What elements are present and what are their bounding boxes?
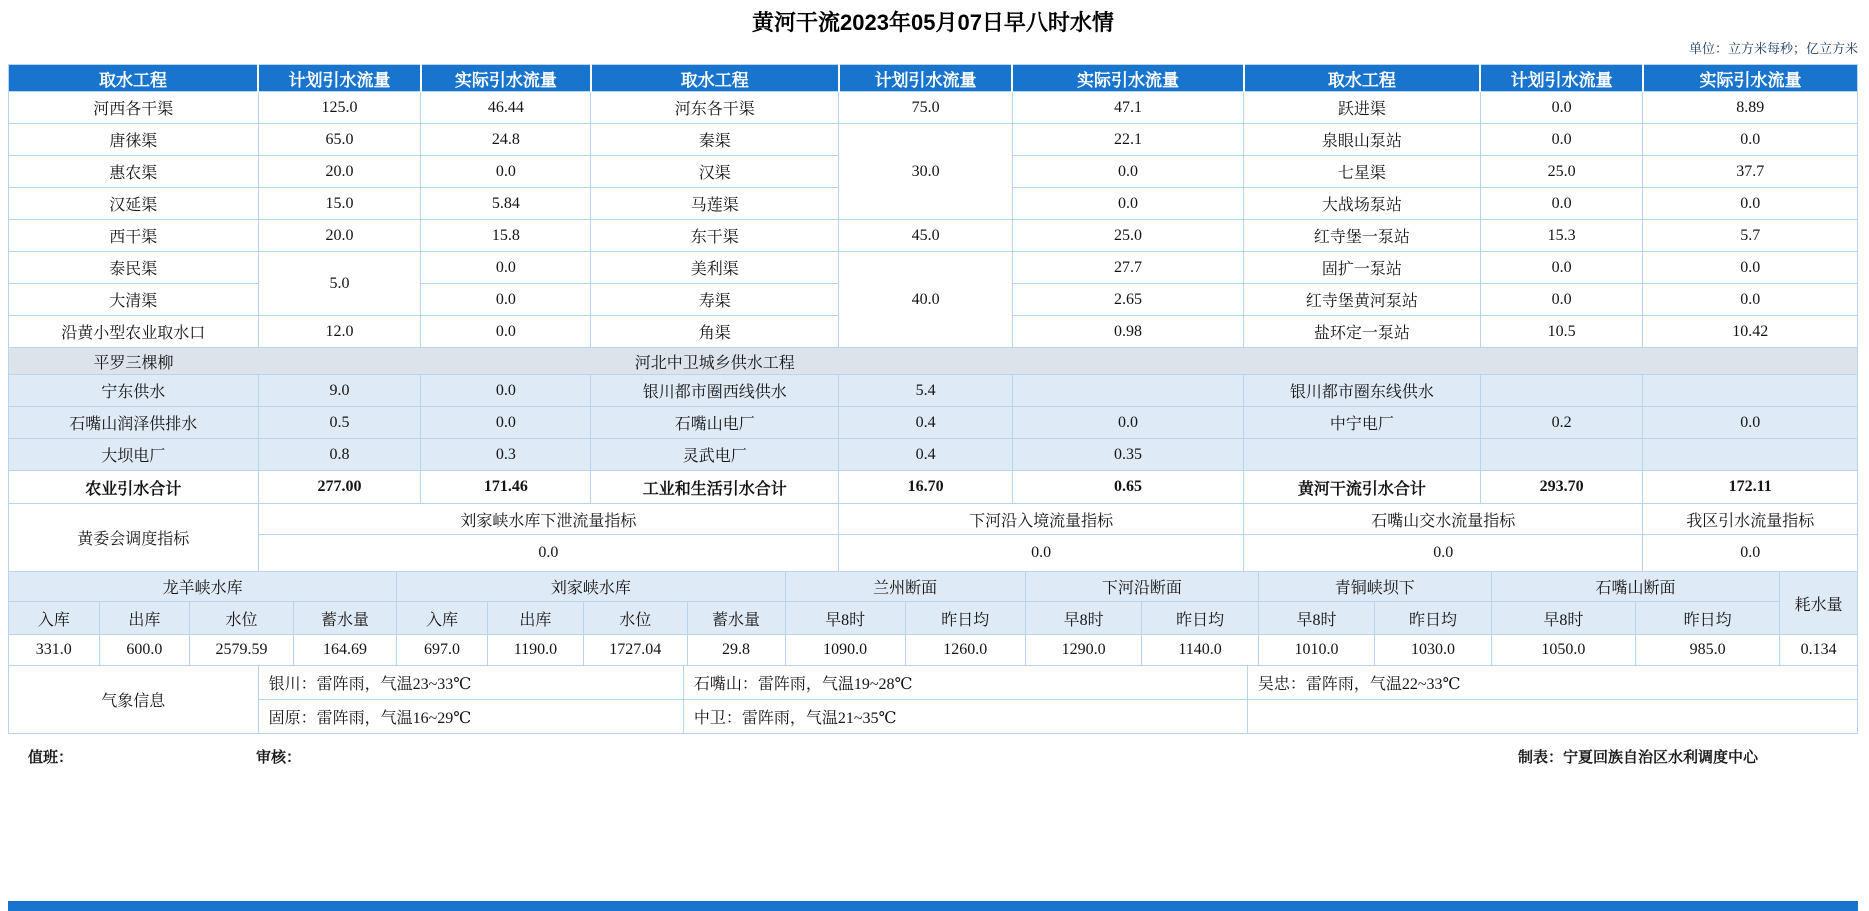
value-cell: 1727.04 — [583, 635, 687, 666]
value-cell: 8.89 — [1643, 92, 1858, 124]
indicator-value-row — [9, 535, 1858, 572]
value-cell: 697.0 — [397, 635, 488, 666]
project-cell: 角渠 — [591, 316, 839, 348]
project-cell: 跃进渠 — [1244, 92, 1481, 124]
section-cell: 河北中卫城乡供水工程 — [591, 348, 839, 375]
weather-cell — [1247, 700, 1857, 734]
intake-row — [9, 124, 1858, 156]
value-cell: 0.0 — [1643, 407, 1858, 439]
project-cell: 惠农渠 — [9, 156, 259, 188]
project-cell: 东干渠 — [591, 220, 839, 252]
report-title: 黄河干流2023年05月07日早八时水情 — [752, 10, 1114, 35]
project-cell: 灵武电厂 — [591, 439, 839, 471]
project-cell: 河东各干渠 — [591, 92, 839, 124]
prepared-by-label: 制表：宁夏回族自治区水利调度中心 — [1517, 750, 1758, 766]
value-cell: 164.69 — [293, 635, 397, 666]
subheader-cell: 昨日均 — [905, 602, 1025, 635]
intake-row — [9, 252, 1858, 284]
section-cell: 平罗三棵柳 — [9, 348, 259, 375]
col-header: 实际引水流量 — [1012, 65, 1243, 92]
weather-cell: 中卫：雷阵雨，气温21~35℃ — [683, 700, 1247, 734]
value-cell: 985.0 — [1636, 635, 1780, 666]
reservoir-table — [8, 571, 1858, 666]
total-value-cell: 171.46 — [421, 471, 591, 504]
total-row — [9, 471, 1858, 504]
project-cell: 泉眼山泵站 — [1244, 124, 1481, 156]
value-cell: 0.0 — [1012, 188, 1243, 220]
project-cell: 银川都市圈东线供水 — [1244, 375, 1481, 407]
project-cell: 沿黄小型农业取水口 — [9, 316, 259, 348]
intake-row — [9, 220, 1858, 252]
value-cell: 0.0 — [421, 252, 591, 284]
value-cell: 0.0 — [1643, 252, 1858, 284]
col-header: 计划引水流量 — [258, 65, 421, 92]
value-cell-merged: 30.0 — [839, 124, 1013, 220]
value-cell: 0.0 — [1012, 156, 1243, 188]
project-cell: 盐环定一泵站 — [1244, 316, 1481, 348]
consumption-header-cell: 耗水量 — [1780, 572, 1858, 635]
subheader-cell: 水位 — [583, 602, 687, 635]
value-cell: 5.84 — [421, 188, 591, 220]
value-cell: 15.3 — [1480, 220, 1643, 252]
value-cell: 24.8 — [421, 124, 591, 156]
col-header: 取水工程 — [1244, 65, 1481, 92]
value-cell-merged: 40.0 — [839, 252, 1013, 348]
value-cell: 0.0 — [1643, 188, 1858, 220]
indicator-name-cell: 下河沿入境流量指标 — [839, 504, 1244, 535]
project-cell: 石嘴山润泽供排水 — [9, 407, 259, 439]
value-cell: 9.0 — [258, 375, 421, 407]
value-cell: 0.35 — [1012, 439, 1243, 471]
indicator-value-cell: 0.0 — [258, 535, 839, 572]
project-cell: 银川都市圈西线供水 — [591, 375, 839, 407]
indicator-name-cell: 石嘴山交水流量指标 — [1244, 504, 1643, 535]
value-cell: 37.7 — [1643, 156, 1858, 188]
value-cell: 0.0 — [1480, 252, 1643, 284]
subheader-cell: 昨日均 — [1636, 602, 1780, 635]
subheader-cell: 早8时 — [1258, 602, 1374, 635]
subheader-cell: 出库 — [487, 602, 583, 635]
value-cell: 20.0 — [258, 156, 421, 188]
subheader-cell: 蓄水量 — [687, 602, 785, 635]
value-cell: 0.0 — [1643, 124, 1858, 156]
value-cell: 25.0 — [1480, 156, 1643, 188]
value-cell: 1190.0 — [487, 635, 583, 666]
reservoir-group-cell: 石嘴山断面 — [1491, 572, 1779, 602]
value-cell: 0.0 — [1480, 188, 1643, 220]
project-cell: 红寺堡一泵站 — [1244, 220, 1481, 252]
col-header: 实际引水流量 — [421, 65, 591, 92]
duty-label: 值班： — [28, 750, 74, 766]
indicator-value-cell: 0.0 — [839, 535, 1244, 572]
value-cell: 0.0 — [421, 407, 591, 439]
subheader-cell: 入库 — [9, 602, 100, 635]
subheader-cell: 昨日均 — [1375, 602, 1491, 635]
subheader-cell: 昨日均 — [1142, 602, 1258, 635]
project-cell: 西干渠 — [9, 220, 259, 252]
value-cell: 12.0 — [258, 316, 421, 348]
subheader-cell: 早8时 — [1025, 602, 1141, 635]
indicator-value-cell: 0.0 — [1244, 535, 1643, 572]
value-cell: 331.0 — [9, 635, 100, 666]
weather-cell: 银川：雷阵雨，气温23~33℃ — [258, 666, 683, 700]
col-header: 取水工程 — [591, 65, 839, 92]
intake-row — [9, 375, 1858, 407]
indicator-name-cell: 我区引水流量指标 — [1643, 504, 1858, 535]
value-cell: 0.4 — [839, 407, 1013, 439]
value-cell — [1480, 375, 1643, 407]
value-cell: 5.4 — [839, 375, 1013, 407]
reservoir-group-cell: 刘家峡水库 — [397, 572, 785, 602]
value-cell: 1090.0 — [785, 635, 905, 666]
col-header: 计划引水流量 — [839, 65, 1013, 92]
weather-cell: 石嘴山：雷阵雨，气温19~28℃ — [683, 666, 1247, 700]
next-page-header-strip — [8, 901, 1858, 911]
subheader-cell: 入库 — [397, 602, 488, 635]
total-value-cell: 293.70 — [1480, 471, 1643, 504]
weather-cell: 固原：雷阵雨，气温16~29℃ — [258, 700, 683, 734]
empty-cell — [1244, 348, 1858, 375]
value-cell: 0.134 — [1780, 635, 1858, 666]
value-cell: 0.3 — [421, 439, 591, 471]
value-cell: 0.0 — [421, 284, 591, 316]
value-cell: 22.1 — [1012, 124, 1243, 156]
empty-cell — [1643, 439, 1858, 471]
reservoir-group-cell: 青铜峡坝下 — [1258, 572, 1491, 602]
weather-label-cell: 气象信息 — [9, 666, 259, 734]
total-label-cell: 工业和生活引水合计 — [591, 471, 839, 504]
indicator-group-label: 黄委会调度指标 — [9, 504, 259, 572]
value-cell: 1260.0 — [905, 635, 1025, 666]
section-row — [9, 348, 1858, 375]
subheader-cell: 早8时 — [785, 602, 905, 635]
total-label-cell: 黄河干流引水合计 — [1244, 471, 1481, 504]
col-header: 实际引水流量 — [1643, 65, 1858, 92]
project-cell: 大战场泵站 — [1244, 188, 1481, 220]
value-cell: 5.7 — [1643, 220, 1858, 252]
indicator-name-row — [9, 504, 1858, 535]
value-cell: 1030.0 — [1375, 635, 1491, 666]
project-cell: 马莲渠 — [591, 188, 839, 220]
project-cell: 河西各干渠 — [9, 92, 259, 124]
report-page — [8, 0, 1858, 778]
value-cell: 15.8 — [421, 220, 591, 252]
value-cell: 0.2 — [1480, 407, 1643, 439]
indicator-name-cell: 刘家峡水库下泄流量指标 — [258, 504, 839, 535]
value-cell: 0.0 — [1480, 92, 1643, 124]
project-cell: 石嘴山电厂 — [591, 407, 839, 439]
weather-table — [8, 665, 1858, 734]
value-cell: 0.0 — [1012, 407, 1243, 439]
value-cell: 2579.59 — [190, 635, 294, 666]
value-cell: 0.0 — [421, 375, 591, 407]
value-cell: 2.65 — [1012, 284, 1243, 316]
value-cell: 1290.0 — [1025, 635, 1141, 666]
empty-cell — [839, 348, 1244, 375]
header-row — [9, 65, 1858, 92]
col-header: 计划引水流量 — [1480, 65, 1643, 92]
reservoir-value-row — [9, 635, 1858, 666]
value-cell: 65.0 — [258, 124, 421, 156]
total-value-cell: 172.11 — [1643, 471, 1858, 504]
value-cell: 600.0 — [99, 635, 190, 666]
value-cell: 20.0 — [258, 220, 421, 252]
value-cell: 10.42 — [1643, 316, 1858, 348]
project-cell: 汉渠 — [591, 156, 839, 188]
subheader-cell: 水位 — [190, 602, 294, 635]
value-cell: 0.4 — [839, 439, 1013, 471]
value-cell: 0.0 — [421, 316, 591, 348]
intake-row — [9, 439, 1858, 471]
value-cell: 0.0 — [1480, 284, 1643, 316]
project-cell: 红寺堡黄河泵站 — [1244, 284, 1481, 316]
weather-row — [9, 700, 1858, 734]
reservoir-group-cell: 龙羊峡水库 — [9, 572, 397, 602]
project-cell: 寿渠 — [591, 284, 839, 316]
project-cell: 大坝电厂 — [9, 439, 259, 471]
total-label-cell: 农业引水合计 — [9, 471, 259, 504]
value-cell: 1050.0 — [1491, 635, 1635, 666]
value-cell: 0.0 — [1480, 124, 1643, 156]
project-cell: 宁东供水 — [9, 375, 259, 407]
value-cell: 0.98 — [1012, 316, 1243, 348]
value-cell: 25.0 — [1012, 220, 1243, 252]
weather-row — [9, 666, 1858, 700]
reservoir-group-cell: 兰州断面 — [785, 572, 1025, 602]
value-cell: 27.7 — [1012, 252, 1243, 284]
empty-cell — [1244, 439, 1481, 471]
value-cell: 10.5 — [1480, 316, 1643, 348]
footer — [8, 734, 1858, 778]
subheader-cell: 出库 — [99, 602, 190, 635]
value-cell: 0.0 — [1643, 284, 1858, 316]
project-cell: 秦渠 — [591, 124, 839, 156]
value-cell: 47.1 — [1012, 92, 1243, 124]
subheader-cell: 蓄水量 — [293, 602, 397, 635]
empty-cell — [258, 348, 591, 375]
value-cell: 1140.0 — [1142, 635, 1258, 666]
value-cell — [1643, 375, 1858, 407]
project-cell: 汉延渠 — [9, 188, 259, 220]
total-value-cell: 277.00 — [258, 471, 421, 504]
value-cell: 15.0 — [258, 188, 421, 220]
value-cell: 46.44 — [421, 92, 591, 124]
total-value-cell: 16.70 — [839, 471, 1013, 504]
value-cell: 45.0 — [839, 220, 1013, 252]
unit-note: 单位：立方米每秒；亿立方米 — [1688, 41, 1858, 56]
value-cell: 0.0 — [421, 156, 591, 188]
project-cell: 美利渠 — [591, 252, 839, 284]
project-cell: 大清渠 — [9, 284, 259, 316]
project-cell: 泰民渠 — [9, 252, 259, 284]
value-cell: 0.8 — [258, 439, 421, 471]
value-cell: 1010.0 — [1258, 635, 1374, 666]
reservoir-group-cell: 下河沿断面 — [1025, 572, 1258, 602]
project-cell: 唐徕渠 — [9, 124, 259, 156]
value-cell: 0.5 — [258, 407, 421, 439]
subheader-cell: 早8时 — [1491, 602, 1635, 635]
project-cell: 七星渠 — [1244, 156, 1481, 188]
project-cell: 中宁电厂 — [1244, 407, 1481, 439]
intake-row — [9, 92, 1858, 124]
col-header: 取水工程 — [9, 65, 259, 92]
review-label: 审核： — [256, 750, 302, 766]
value-cell: 75.0 — [839, 92, 1013, 124]
value-cell: 29.8 — [687, 635, 785, 666]
value-cell: 125.0 — [258, 92, 421, 124]
reservoir-subheader-row — [9, 602, 1858, 635]
indicator-value-cell: 0.0 — [1643, 535, 1858, 572]
value-cell — [1012, 375, 1243, 407]
project-cell: 固扩一泵站 — [1244, 252, 1481, 284]
empty-cell — [1480, 439, 1643, 471]
total-value-cell: 0.65 — [1012, 471, 1243, 504]
reservoir-group-row — [9, 572, 1858, 602]
intake-table — [8, 64, 1858, 572]
weather-cell: 吴忠：雷阵雨，气温22~33℃ — [1247, 666, 1857, 700]
value-cell-merged: 5.0 — [258, 252, 421, 316]
intake-row — [9, 407, 1858, 439]
